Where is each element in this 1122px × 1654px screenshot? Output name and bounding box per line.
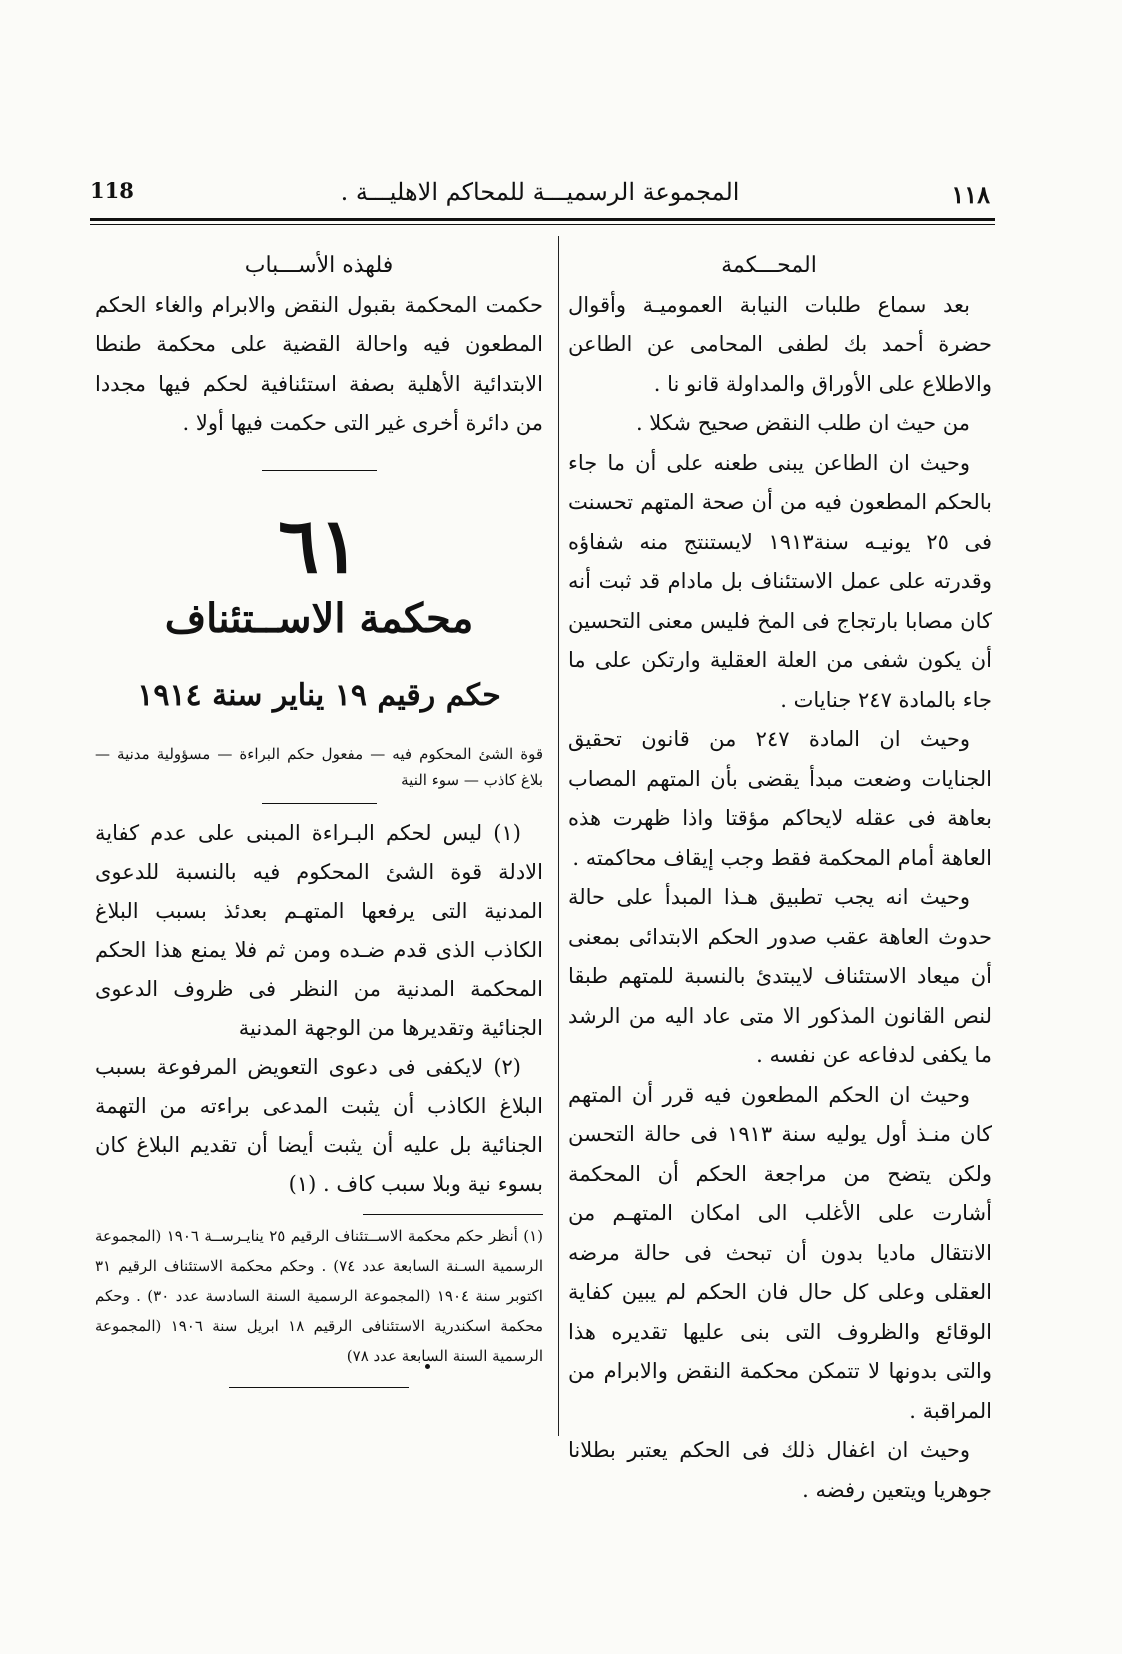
paragraph: وحيث انه يجب تطبيق هـذا المبدأ على حالة حدوث العاهة عقب صدور الحكم الابتدائى بمعنى أن ميعاد الاستئناف لايبتدئ بالنسبة للمتهم طبقا لنص القانون المذكور الا متى عاد اليه من الرشد ما يكفى لدفاعه عن نفسه . bbox=[568, 885, 992, 1067]
left-column bbox=[95, 246, 543, 1388]
paragraph: من حيث ان طلب النقض صحيح شكلا . bbox=[635, 411, 970, 435]
paragraph: وحيث ان الحكم المطعون فيه قرر أن المتهم كان منـذ أول يوليه سنة ١٩١٣ فى حالة التحسن ولكن يتضح من مراجعة الحكم أن المحكمة أشارت على الأغلب الى امكان المتهـم من الانتقال ماديا بدون أن تبحث فى حالة مرضه العقلى وعلى كل حال فان الحكم لم يبين كفاية الوقائع والظروف التى بنى عليها تقديره هذا والتى بدونها لا تتمكن محكمة النقض والابرام من المراقبة . bbox=[568, 1082, 993, 1423]
column-divider bbox=[558, 236, 559, 1436]
ink-dot bbox=[425, 1364, 430, 1369]
page-number-latin: 118 bbox=[90, 178, 134, 203]
section-rule bbox=[262, 470, 377, 471]
footnote-rule bbox=[363, 1214, 543, 1215]
right-column bbox=[568, 246, 992, 1510]
page-header bbox=[90, 176, 990, 216]
reasons-title: فلهذه الأســـباب bbox=[244, 253, 394, 278]
ruling-title: حكم رقيم ١٩ يناير سنة ١٩١٤ bbox=[137, 677, 501, 713]
judgment-text: حكمت المحكمة بقبول النقض والابرام والغاء الحكم المطعون فيه واحالة القضية على محكمة طنطا الابتدائية الأهلية بصفة استئنافية لحكم فيها مجددا من دائرة أخرى غير التى حكمت فيها أولا . bbox=[95, 292, 543, 435]
page-number-arabic: ١١٨ bbox=[951, 180, 990, 209]
keywords: قوة الشئ المحكوم فيه — مفعول حكم البراءة — مسؤولية مدنية — بلاغ كاذب — سوء النية bbox=[95, 744, 543, 789]
header-rule-thick bbox=[90, 218, 995, 221]
end-rule bbox=[229, 1387, 409, 1388]
court-section-title: المحـــكمة bbox=[721, 253, 817, 278]
paragraph: وحيث ان المادة ٢٤٧ من قانون تحقيق الجنايات وضعت مبدأ يقضى بأن المتهم المصاب بعاهة فى عقله لايحاكم مؤقتا واذا ظهرت هذه العاهة أمام المحكمة فقط وجب إيقاف محاكمته . bbox=[568, 727, 992, 870]
header-rule-thin bbox=[90, 224, 995, 225]
case-number: ٦١ bbox=[278, 500, 360, 590]
footnote: (١) أنظر حكم محكمة الاســتئناف الرقيم ٢٥ ينايـرســة ١٩٠٦ (المجموعة الرسمية السـنة السابعة عدد ٧٤) . وحكم محكمة الاستئناف الرقيم ٣١ اكتوبر سنة ١٩٠٤ (المجموعة الرسمية السنة السادسة عدد ٣٠) . وحكم محكمة اسكندرية الاستئنافى الرقيم ١٨ ابريل سنة ١٩٠٦ (المجموعة الرسمية السنة السابعة عدد ٧٨) bbox=[95, 1226, 543, 1365]
principle: (١) ليس لحكم البـراءة المبنى على عدم كفاية الادلة قوة الشئ المحكوم فيه بالنسبة للدعوى المدنية التى يرفعها المتهـم بعدئذ بسبب البلاغ الكاذب الذى قدم ضـده ومن ثم فلا يمنع هذا الحكم المحكمة المدنية من النظر فى ظروف الدعوى الجنائية وتقديرها من الوجهة المدنية bbox=[95, 820, 543, 1040]
running-title: المجموعة الرسميـــة للمحاكم الاهليـــة . bbox=[340, 178, 740, 206]
paragraph: وحيث ان اغفال ذلك فى الحكم يعتبر بطلانا جوهريا ويتعين رفضه . bbox=[568, 1438, 992, 1502]
keywords-rule bbox=[262, 803, 377, 804]
paragraph: وحيث ان الطاعن يبنى طعنه على أن ما جاء بالحكم المطعون فيه من أن صحة المتهم تحسنت فى ٢٥ يونيـه سنة١٩١٣ لايستنتج منه شفاؤه وقدرته على عمل الاستئناف بل مادام قد ثبت أنه كان مصابا بارتجاج فى المخ فليس معنى التحسين أن يكون شفى من العلة العقلية وارتكن على ما جاء بالمادة ٢٤٧ جنايات . bbox=[568, 450, 993, 712]
principle: (٢) لايكفى فى دعوى التعويض المرفوعة بسبب البلاغ الكاذب أن يثبت المدعى براءته من التهمة الجنائية بل عليه أن يثبت أيضا أن تقديم البلاغ كان بسوء نية وبلا سبب كاف . (١) bbox=[95, 1054, 543, 1196]
paragraph: بعد سماع طلبات النيابة العموميـة وأقوال حضرة أحمد بك لطفى المحامى عن الطاعن والاطلاع على الأوراق والمداولة قانو نا . bbox=[568, 292, 992, 396]
court-name: محكمة الاســتئناف bbox=[164, 594, 474, 642]
